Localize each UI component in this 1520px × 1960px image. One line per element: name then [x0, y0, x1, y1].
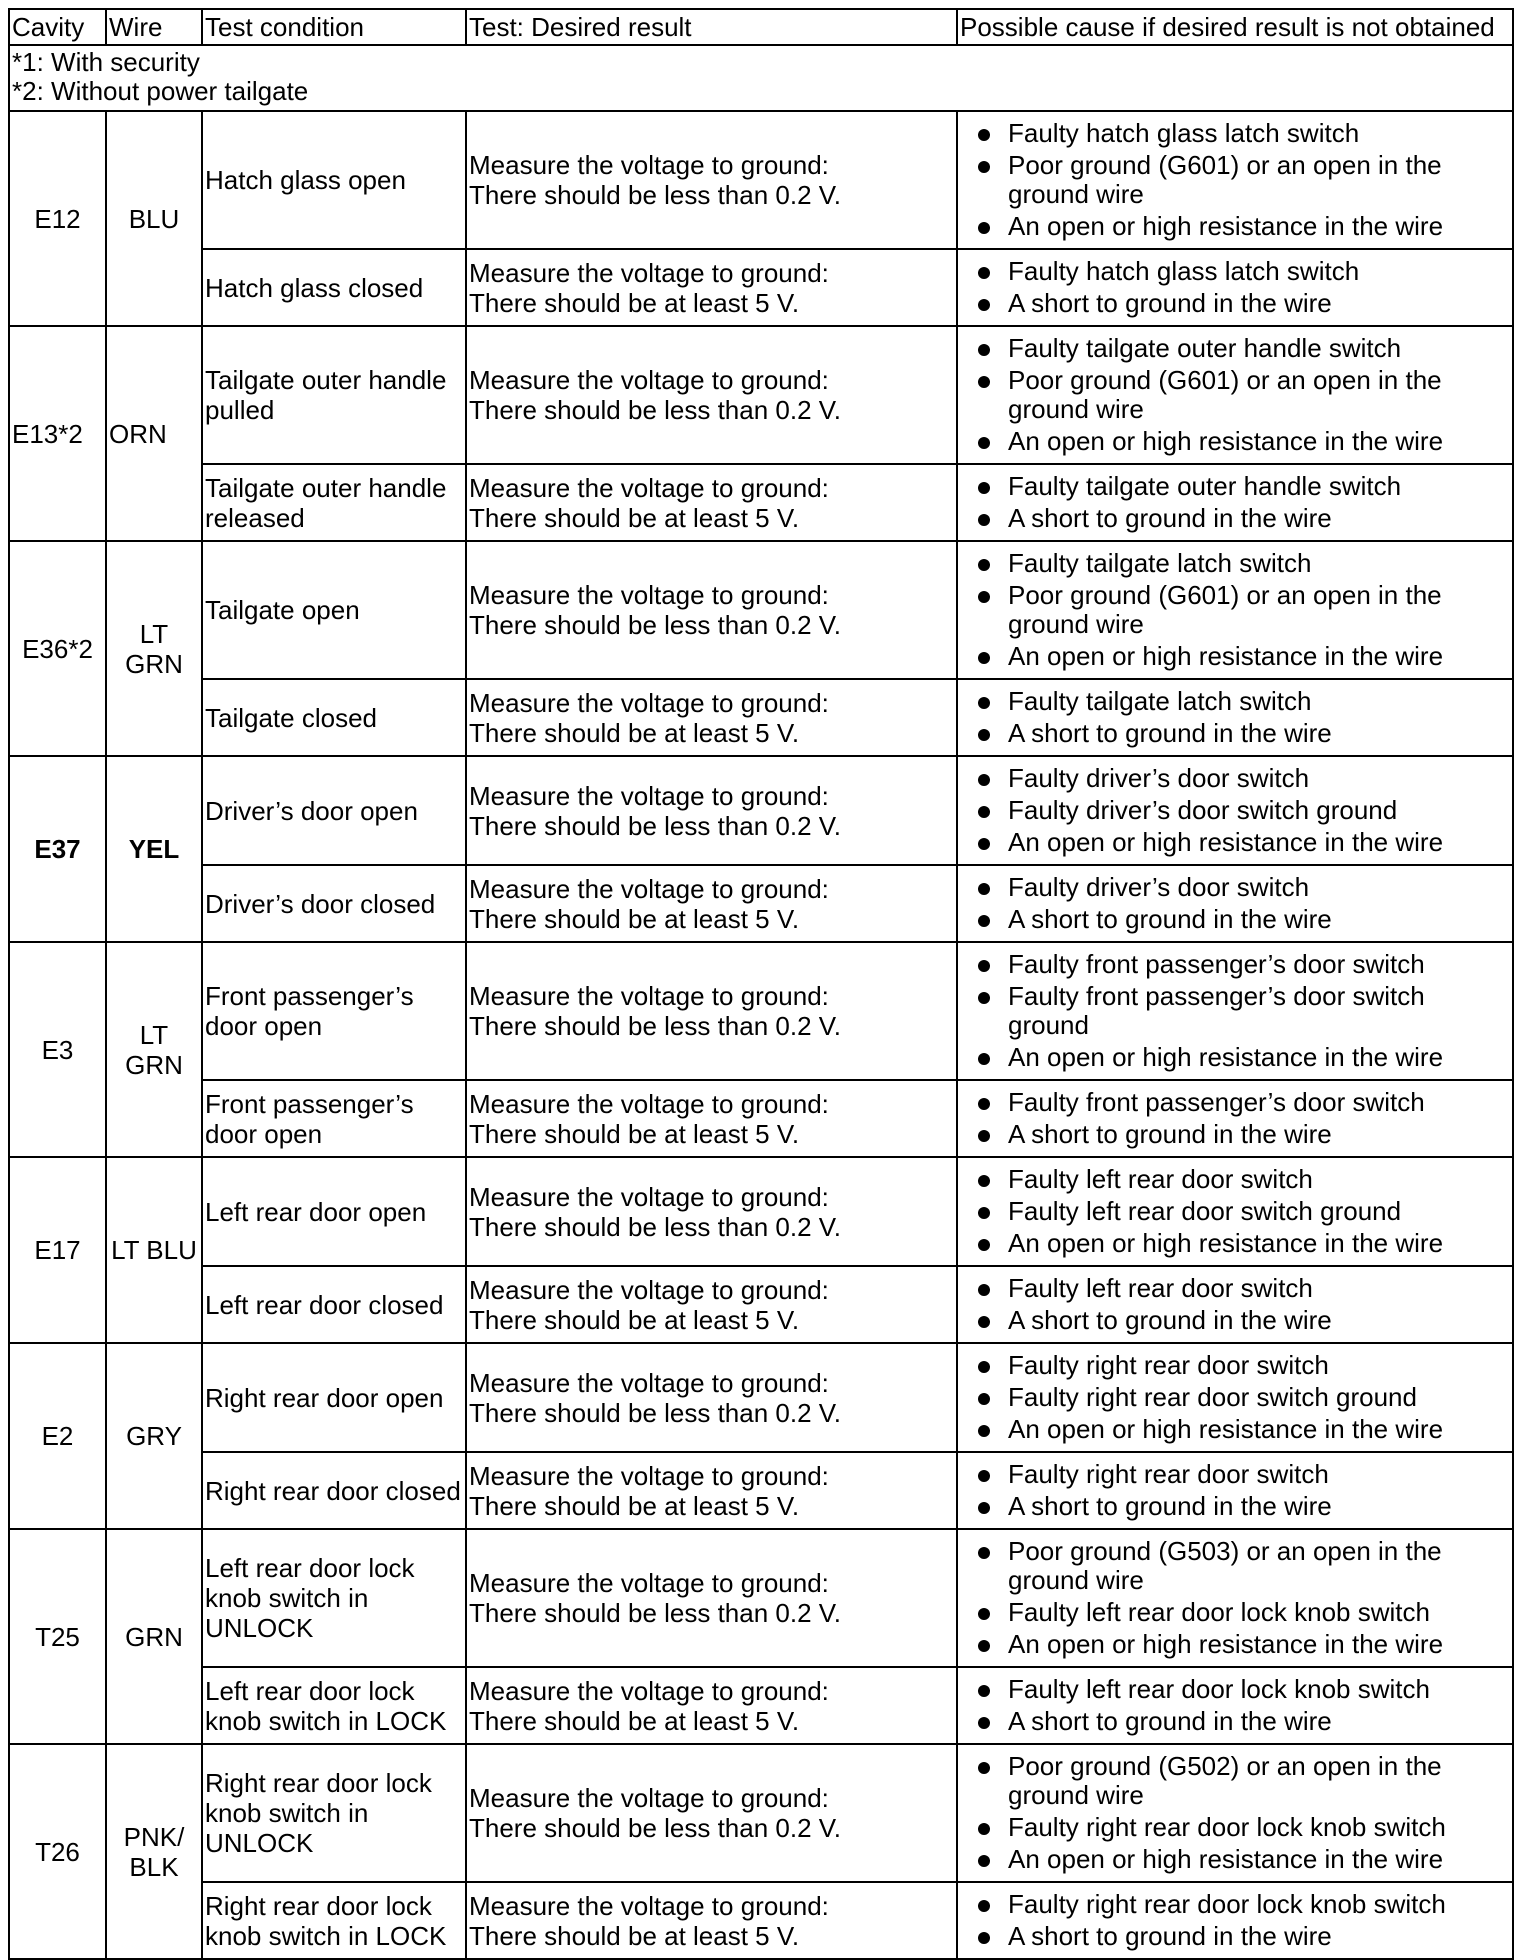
desired-result-cell: Measure the voltage to ground: There should be at least 5 V. [466, 865, 957, 942]
cause-list [976, 1274, 1508, 1335]
cause-item: Faulty right rear door lock knob switch [976, 1890, 1508, 1919]
cause-list [976, 764, 1508, 857]
cause-list [976, 1537, 1508, 1659]
table-row [9, 756, 1513, 865]
possible-cause-cell [957, 1266, 1513, 1343]
table-row [9, 1744, 1513, 1882]
test-condition-cell: Left rear door open [202, 1157, 466, 1266]
cause-list [976, 472, 1508, 533]
cause-item: Faulty hatch glass latch switch [976, 119, 1508, 148]
desired-result-cell: Measure the voltage to ground: There should be less than 0.2 V. [466, 111, 957, 249]
test-condition-cell: Right rear door closed [202, 1452, 466, 1529]
cause-list [976, 1752, 1508, 1874]
test-condition-cell: Right rear door lock knob switch in LOCK [202, 1882, 466, 1959]
test-condition-cell: Front passenger’s door open [202, 942, 466, 1080]
header-cavity: Cavity [9, 9, 106, 45]
cause-item: A short to ground in the wire [976, 1306, 1508, 1335]
cause-item: An open or high resistance in the wire [976, 828, 1508, 857]
possible-cause-cell [957, 942, 1513, 1080]
cause-list [976, 1165, 1508, 1258]
wire-color-cell: PNK/ BLK [106, 1744, 202, 1959]
wire-color-cell: GRY [106, 1343, 202, 1529]
desired-result-cell: Measure the voltage to ground: There should be at least 5 V. [466, 464, 957, 541]
cause-item: A short to ground in the wire [976, 719, 1508, 748]
possible-cause-cell [957, 1744, 1513, 1882]
possible-cause-cell [957, 1343, 1513, 1452]
header-desired-result: Test: Desired result [466, 9, 957, 45]
cause-item: Faulty left rear door switch ground [976, 1197, 1508, 1226]
desired-result-cell: Measure the voltage to ground: There should be less than 0.2 V. [466, 1744, 957, 1882]
possible-cause-cell [957, 111, 1513, 249]
test-condition-cell: Right rear door lock knob switch in UNLOCK [202, 1744, 466, 1882]
desired-result-cell: Measure the voltage to ground: There should be at least 5 V. [466, 249, 957, 326]
desired-result-cell: Measure the voltage to ground: There should be at least 5 V. [466, 1452, 957, 1529]
possible-cause-cell [957, 1529, 1513, 1667]
possible-cause-cell [957, 1157, 1513, 1266]
cause-item: Faulty front passenger’s door switch [976, 950, 1508, 979]
table-row [9, 1452, 1513, 1529]
table-row [9, 1080, 1513, 1157]
table-row [9, 679, 1513, 756]
cause-item: Poor ground (G503) or an open in the ground wire [976, 1537, 1508, 1595]
desired-result-cell: Measure the voltage to ground: There should be less than 0.2 V. [466, 326, 957, 464]
cavity-cell: E3 [9, 942, 106, 1157]
cause-list [976, 687, 1508, 748]
possible-cause-cell [957, 249, 1513, 326]
cause-list [976, 119, 1508, 241]
cavity-cell: T26 [9, 1744, 106, 1959]
test-condition-cell: Driver’s door closed [202, 865, 466, 942]
cause-item: An open or high resistance in the wire [976, 427, 1508, 456]
wire-color-cell: LT BLU [106, 1157, 202, 1343]
desired-result-cell: Measure the voltage to ground: There should be at least 5 V. [466, 1882, 957, 1959]
table-row [9, 942, 1513, 1080]
cause-item: An open or high resistance in the wire [976, 1630, 1508, 1659]
cavity-cell: T25 [9, 1529, 106, 1744]
test-condition-cell: Tailgate open [202, 541, 466, 679]
test-condition-cell: Left rear door closed [202, 1266, 466, 1343]
possible-cause-cell [957, 464, 1513, 541]
test-condition-cell: Left rear door lock knob switch in UNLOCK [202, 1529, 466, 1667]
cause-item: Faulty left rear door switch [976, 1165, 1508, 1194]
cause-item: Faulty right rear door switch ground [976, 1383, 1508, 1412]
table-row [9, 111, 1513, 249]
cause-list [976, 1351, 1508, 1444]
possible-cause-cell [957, 756, 1513, 865]
desired-result-cell: Measure the voltage to ground: There should be less than 0.2 V. [466, 541, 957, 679]
table-row [9, 464, 1513, 541]
desired-result-cell: Measure the voltage to ground: There should be less than 0.2 V. [466, 1529, 957, 1667]
cause-list [976, 1675, 1508, 1736]
cause-item: Faulty right rear door switch [976, 1460, 1508, 1489]
cause-item: Faulty tailgate latch switch [976, 687, 1508, 716]
cause-list [976, 1890, 1508, 1951]
cause-item: Faulty front passenger’s door switch [976, 1088, 1508, 1117]
possible-cause-cell [957, 865, 1513, 942]
desired-result-cell: Measure the voltage to ground: There should be at least 5 V. [466, 1667, 957, 1744]
table-row [9, 1157, 1513, 1266]
cavity-cell: E37 [9, 756, 106, 942]
troubleshooting-table-container [8, 8, 1512, 1960]
cause-list [976, 334, 1508, 456]
cause-item: An open or high resistance in the wire [976, 1415, 1508, 1444]
footnotes-cell [9, 45, 1513, 111]
cause-item: An open or high resistance in the wire [976, 1845, 1508, 1874]
table-row [9, 1343, 1513, 1452]
wire-color-cell: GRN [106, 1529, 202, 1744]
wire-color-cell: BLU [106, 111, 202, 326]
cause-item: A short to ground in the wire [976, 289, 1508, 318]
test-condition-cell: Tailgate outer handle released [202, 464, 466, 541]
desired-result-cell: Measure the voltage to ground: There should be at least 5 V. [466, 679, 957, 756]
wire-color-cell: LT GRN [106, 541, 202, 756]
desired-result-cell: Measure the voltage to ground: There should be at least 5 V. [466, 1266, 957, 1343]
possible-cause-cell [957, 1667, 1513, 1744]
cause-item: Faulty left rear door switch [976, 1274, 1508, 1303]
table-row [9, 1529, 1513, 1667]
cause-item: Faulty front passenger’s door switch ground [976, 982, 1508, 1040]
cause-item: Faulty driver’s door switch ground [976, 796, 1508, 825]
cavity-cell: E17 [9, 1157, 106, 1343]
cause-item: Faulty tailgate outer handle switch [976, 334, 1508, 363]
cause-list [976, 1460, 1508, 1521]
header-row [9, 9, 1513, 45]
desired-result-cell: Measure the voltage to ground: There should be less than 0.2 V. [466, 1157, 957, 1266]
cause-item: An open or high resistance in the wire [976, 212, 1508, 241]
cause-item: Poor ground (G601) or an open in the ground wire [976, 366, 1508, 424]
test-condition-cell: Hatch glass open [202, 111, 466, 249]
cause-item: Faulty right rear door switch [976, 1351, 1508, 1380]
cause-item: Faulty tailgate outer handle switch [976, 472, 1508, 501]
table-row [9, 249, 1513, 326]
possible-cause-cell [957, 1882, 1513, 1959]
cause-list [976, 549, 1508, 671]
cause-item: Faulty tailgate latch switch [976, 549, 1508, 578]
cause-item: Faulty hatch glass latch switch [976, 257, 1508, 286]
table-row [9, 1882, 1513, 1959]
possible-cause-cell [957, 1080, 1513, 1157]
test-condition-cell: Tailgate outer handle pulled [202, 326, 466, 464]
table-row [9, 541, 1513, 679]
wire-color-cell: ORN [106, 326, 202, 541]
test-condition-cell: Driver’s door open [202, 756, 466, 865]
cause-item: Poor ground (G601) or an open in the ground wire [976, 151, 1508, 209]
header-possible-cause: Possible cause if desired result is not obtained [957, 9, 1513, 45]
desired-result-cell: Measure the voltage to ground: There should be at least 5 V. [466, 1080, 957, 1157]
test-condition-cell: Right rear door open [202, 1343, 466, 1452]
possible-cause-cell [957, 541, 1513, 679]
cause-item: A short to ground in the wire [976, 1922, 1508, 1951]
cause-item: A short to ground in the wire [976, 1492, 1508, 1521]
cause-item: A short to ground in the wire [976, 504, 1508, 533]
table-row [9, 326, 1513, 464]
possible-cause-cell [957, 679, 1513, 756]
test-condition-cell: Tailgate closed [202, 679, 466, 756]
cavity-cell: E13*2 [9, 326, 106, 541]
desired-result-cell: Measure the voltage to ground: There should be less than 0.2 V. [466, 1343, 957, 1452]
wire-color-cell: LT GRN [106, 942, 202, 1157]
circuit-test-table [8, 8, 1514, 1960]
cause-item: An open or high resistance in the wire [976, 642, 1508, 671]
cavity-cell: E36*2 [9, 541, 106, 756]
cause-item: A short to ground in the wire [976, 905, 1508, 934]
possible-cause-cell [957, 326, 1513, 464]
cavity-cell: E2 [9, 1343, 106, 1529]
cause-item: Poor ground (G601) or an open in the ground wire [976, 581, 1508, 639]
possible-cause-cell [957, 1452, 1513, 1529]
header-wire: Wire [106, 9, 202, 45]
table-row [9, 865, 1513, 942]
footnote-2: *2: Without power tailgate [12, 76, 309, 106]
header-test-condition: Test condition [202, 9, 466, 45]
cause-item: An open or high resistance in the wire [976, 1229, 1508, 1258]
test-condition-cell: Hatch glass closed [202, 249, 466, 326]
cause-item: Faulty driver’s door switch [976, 764, 1508, 793]
cavity-cell: E12 [9, 111, 106, 326]
cause-list [976, 950, 1508, 1072]
desired-result-cell: Measure the voltage to ground: There should be less than 0.2 V. [466, 756, 957, 865]
notes-row [9, 45, 1513, 111]
cause-item: Faulty right rear door lock knob switch [976, 1813, 1508, 1842]
footnote-1: *1: With security [12, 47, 200, 77]
cause-list [976, 1088, 1508, 1149]
cause-item: Faulty driver’s door switch [976, 873, 1508, 902]
test-condition-cell: Front passenger’s door open [202, 1080, 466, 1157]
wire-color-cell: YEL [106, 756, 202, 942]
table-row [9, 1266, 1513, 1343]
cause-list [976, 873, 1508, 934]
table-row [9, 1667, 1513, 1744]
cause-item: A short to ground in the wire [976, 1707, 1508, 1736]
cause-item: An open or high resistance in the wire [976, 1043, 1508, 1072]
test-condition-cell: Left rear door lock knob switch in LOCK [202, 1667, 466, 1744]
table-body [9, 45, 1513, 1959]
cause-item: Faulty left rear door lock knob switch [976, 1598, 1508, 1627]
desired-result-cell: Measure the voltage to ground: There should be less than 0.2 V. [466, 942, 957, 1080]
cause-item: Faulty left rear door lock knob switch [976, 1675, 1508, 1704]
cause-item: Poor ground (G502) or an open in the ground wire [976, 1752, 1508, 1810]
cause-list [976, 257, 1508, 318]
cause-item: A short to ground in the wire [976, 1120, 1508, 1149]
